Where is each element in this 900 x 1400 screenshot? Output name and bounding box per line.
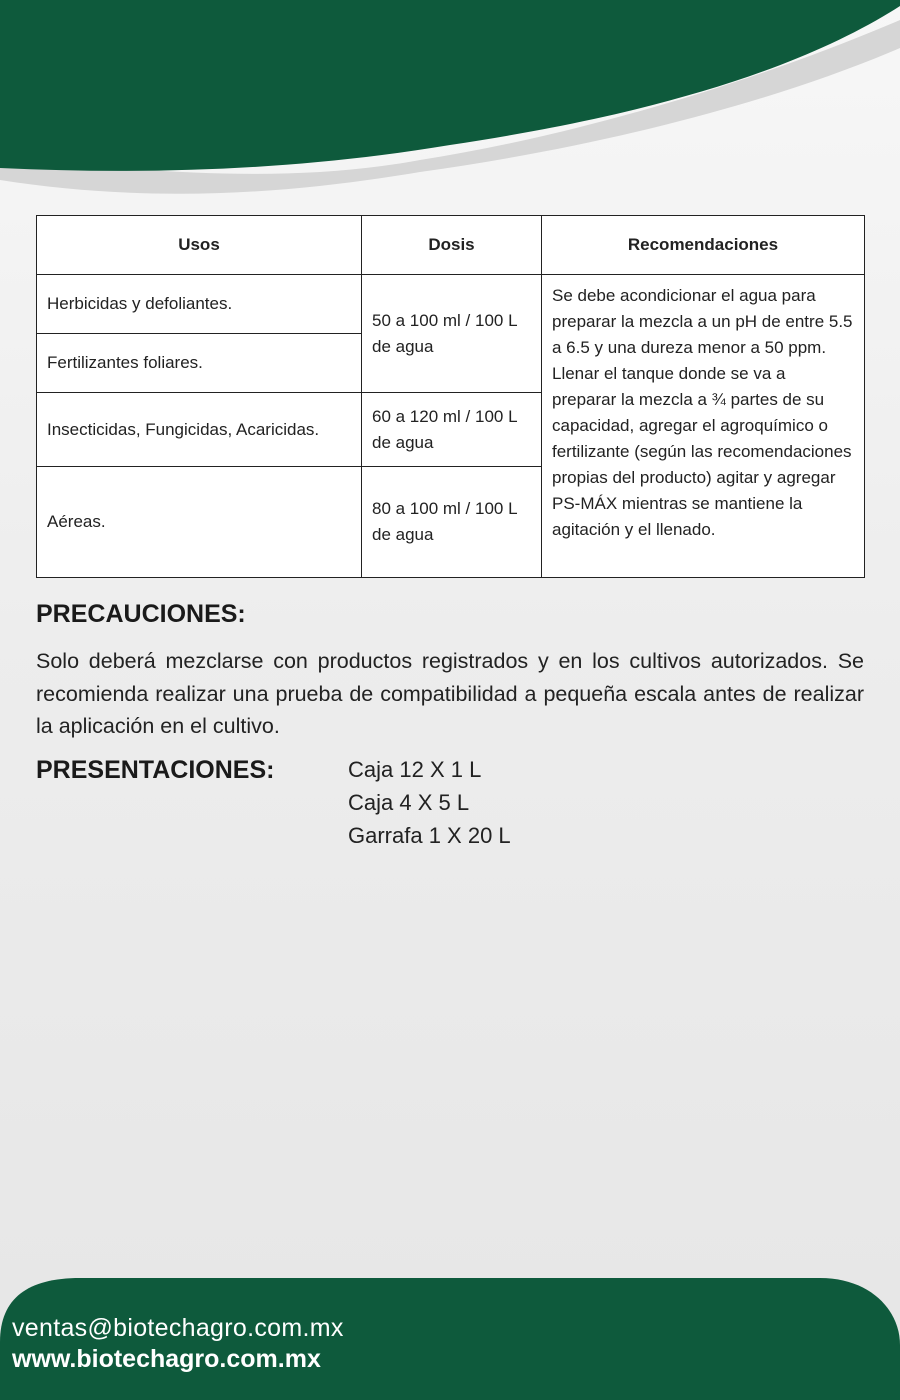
dose-cell: 60 a 120 ml / 100 L de agua <box>362 393 542 467</box>
recommendation-cell: Se debe acondicionar el agua para preparar la mezcla a un pH de entre 5.5 a 6.5 y una dureza menor a 50 ppm. Llenar el tanque donde se va a preparar la mezcla a ¾ partes de su capacidad, agregar el agroquímico o fertilizante (según las recomendaciones propias del producto) agitar y agregar PS-MÁX mientras se mantiene la agitación y el llenado. <box>542 275 865 578</box>
list-item: Caja 4 X 5 L <box>348 790 470 815</box>
table-row <box>37 275 865 334</box>
usage-table <box>36 215 865 578</box>
footer-email-link[interactable]: ventas@biotechagro.com.mx <box>12 1314 344 1342</box>
use-cell: Insecticidas, Fungicidas, Acaricidas. <box>37 393 362 467</box>
footer-website-link[interactable]: www.biotechagro.com.mx <box>12 1345 321 1373</box>
header-uses: Usos <box>37 216 362 275</box>
top-wave-decoration <box>0 0 900 200</box>
list-item: Garrafa 1 X 20 L <box>348 823 511 848</box>
table-header-row <box>37 216 865 275</box>
dose-cell: 80 a 100 ml / 100 L de agua <box>362 467 542 578</box>
precautions-body: Solo deberá mezclarse con productos registrados y en los cultivos autorizados. Se recomienda realizar una prueba de compatibilidad a pequeña escala antes de realizar la aplicación en el cultivo. <box>36 649 864 738</box>
header-recommendations: Recomendaciones <box>542 216 865 275</box>
presentations-list <box>348 753 511 852</box>
header-dose: Dosis <box>362 216 542 275</box>
use-cell: Herbicidas y defoliantes. <box>37 275 362 334</box>
list-item: Caja 12 X 1 L <box>348 757 482 782</box>
presentations-title: PRESENTACIONES: <box>36 756 275 784</box>
use-cell: Aéreas. <box>37 467 362 578</box>
precautions-title: PRECAUCIONES: <box>36 600 246 628</box>
dose-cell: 50 a 100 ml / 100 L de agua <box>362 275 542 393</box>
use-cell: Fertilizantes foliares. <box>37 334 362 393</box>
